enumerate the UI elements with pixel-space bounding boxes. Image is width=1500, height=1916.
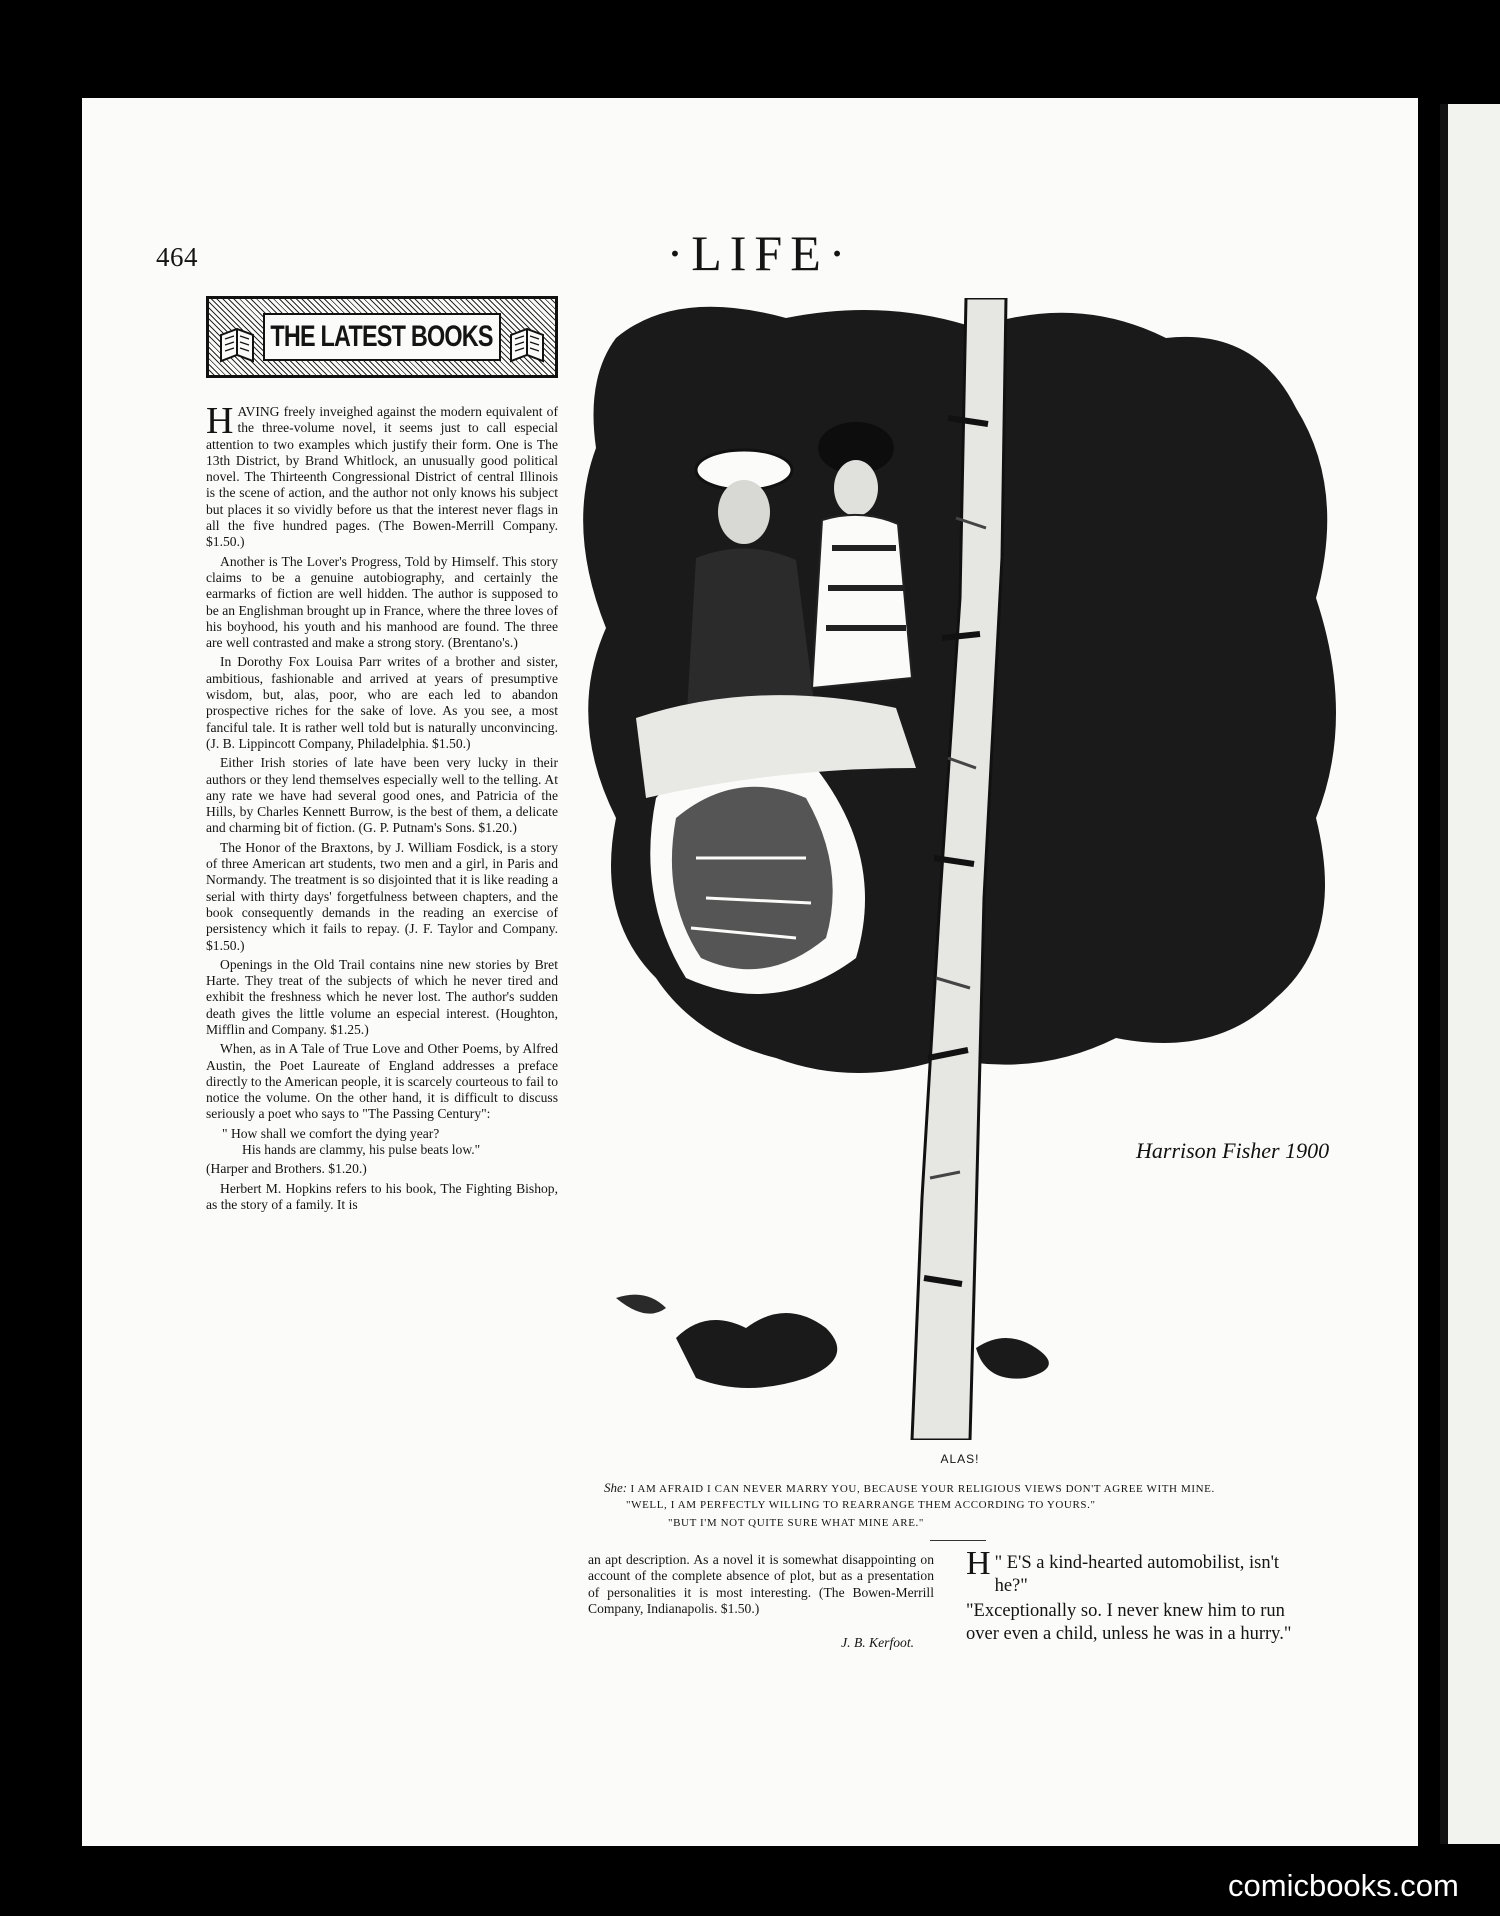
next-page-edge (1448, 104, 1500, 1844)
poem-line: " How shall we comfort the dying year? (222, 1125, 440, 1141)
site-watermark: comicbooks.com (1228, 1868, 1459, 1903)
latest-books-banner (206, 296, 558, 378)
review-paragraph: an apt description. As a novel it is somewhat disappointing on account of the complete absence of plot, but as a presentation of personalities it is most interesting. (The Bowen-Merrill Company, Indianapolis. $1.50.) (588, 1552, 934, 1616)
book-icon (507, 323, 547, 367)
review-paragraph: Openings in the Old Trail contains nine new stories by Bret Harte. They treat of the subjects of which he never tired and exhibit the freshness which he never lost. The author's sudden death gives the little volume an especial interest. (Houghton, Mifflin and Company. $1.25.) (206, 956, 558, 1037)
poem-quote (222, 1126, 558, 1159)
banner-title: THE LATEST BOOKS (270, 320, 494, 353)
caption-divider (930, 1540, 986, 1541)
joke-paragraph: " H E'S a kind-hearted automobilist, isn't he?" (966, 1545, 1280, 1596)
drop-cap: H (966, 1545, 991, 1582)
drop-cap: H (206, 400, 234, 442)
caption-title: ALAS! (940, 1452, 980, 1466)
banner-title-box (263, 313, 501, 361)
caption-line: "BUT I'M NOT QUITE SURE WHAT MINE ARE." (668, 1517, 924, 1529)
review-paragraph: Another is The Lover's Progress, Told by Himself. This story claims to be a genuine autobiography, and certainly the earmarks of fiction are well hidden. The author is supposed to be an Englishman brought up in France, where the three loves of his boyhood, his youth and his manhood are found. The three are well contrasted and make a strong story. (Brentano's.) (206, 553, 558, 651)
page-number: 464 (156, 242, 198, 272)
caption-line: "WELL, I AM PERFECTLY WILLING TO REARRANGE THEM ACCORDING TO YOURS." (626, 1499, 1096, 1511)
joke-paragraph: "Exceptionally so. I never knew him to run over even a child, unless he was in a hurry." (966, 1601, 1292, 1644)
couple-under-tree-illustration (556, 298, 1362, 1440)
masthead-title: ·LIFE· (666, 225, 854, 281)
review-paragraph: The Honor of the Braxtons, by J. William Fosdick, is a story of three American art students, two men and a girl, in Paris and Normandy. The treatment is so disjointed that it is like reading a serial with thirty days' forgetfulness between chapters, and the book consequently demands in the reading an exercise of persistency which it fails to repay. (J. F. Taylor and Company. $1.50.) (206, 839, 558, 953)
caption-line: She: I AM AFRAID I CAN NEVER MARRY YOU, BECAUSE YOUR RELIGIOUS VIEWS DON'T AGREE WITH MINE. (604, 1480, 1215, 1495)
joke-column (966, 1545, 1308, 1648)
review-continuation-column (588, 1552, 934, 1651)
review-paragraph: HAVING freely inveighed against the modern equivalent of the three-volume novel, it seems just to call especial attention to two examples which justify their form. One is The 13th District, by Brand Whitlock, an unusually good political novel. The Thirteenth Congressional District of central Illinois is the scene of action, and the author not only knows his subject but places it so vividly before us that the interest never flags in all the five hundred pages. (The Bowen-Merrill Company. $1.50.) (206, 400, 558, 550)
review-paragraph: Herbert M. Hopkins refers to his book, The Fighting Bishop, as the story of a family. It is (206, 1180, 558, 1212)
book-icon (217, 323, 257, 367)
poem-line: His hands are clammy, his pulse beats low." (242, 1142, 481, 1158)
review-paragraph: When, as in A Tale of True Love and Other Poems, by Alfred Austin, the Poet Laureate of England addresses a preface directly to the American people, it is scarcely courteous to fail to notice the volume. On the other hand, it is difficult to discuss seriously a poet who says to "The Passing Century": (206, 1041, 558, 1122)
review-paragraph: Either Irish stories of late have been very lucky in their authors or they lend themselves especially well to the telling. At any rate we have had several good ones, and Patricia of the Hills, by Charles Kennett Burrow, is the best of them, a delicate and charming bit of fiction. (G. P. Putnam's Sons. $1.20.) (206, 755, 558, 836)
page-gutter (1440, 104, 1448, 1844)
reviewer-signature: J. B. Kerfoot. (841, 1635, 914, 1651)
caption-speaker: She: (604, 1480, 628, 1495)
artist-signature: Harrison Fisher 1900 (1136, 1138, 1330, 1163)
book-reviews-column (206, 400, 558, 1216)
review-paragraph: In Dorothy Fox Louisa Parr writes of a brother and sister, ambitious, fashionable and arrived at years of presumptive wisdom, but, alas, poor, who are each led to abandon prospective riches for the sake of love. As you see, a most fanciful tale. It is rather well told but is naturally unconvincing. (J. B. Lippincott Company, Philadelphia. $1.50.) (206, 654, 558, 751)
review-paragraph: (Harper and Brothers. $1.20.) (206, 1161, 367, 1177)
